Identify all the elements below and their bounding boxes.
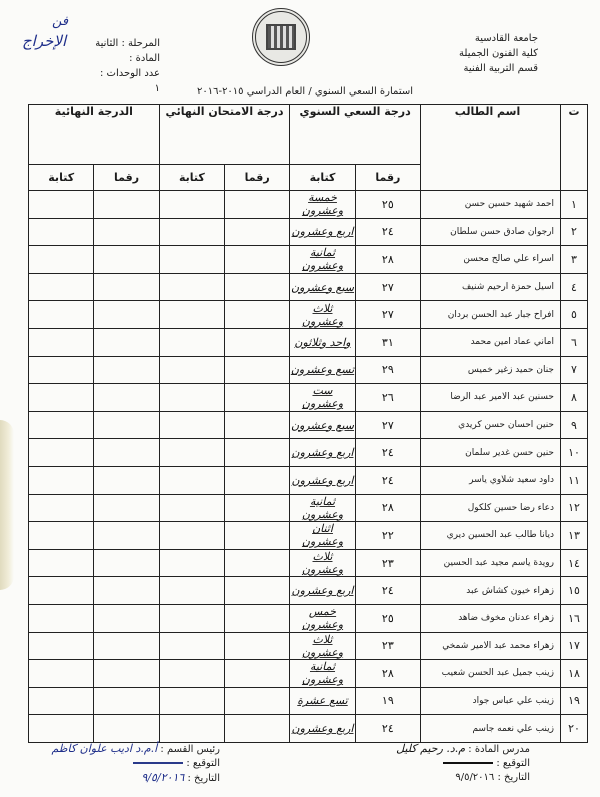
annual-digits: ٢٧ xyxy=(355,411,420,439)
row-num: ٩ xyxy=(561,411,588,439)
annual-words: تسع وعشرون xyxy=(290,356,355,384)
department-name: قسم التربية الفنية xyxy=(463,63,538,74)
exam-digits xyxy=(225,246,290,274)
final-digits xyxy=(94,411,159,439)
annual-digits: ٢٧ xyxy=(355,273,420,301)
units-value: ١ xyxy=(154,83,160,94)
student-name: ارجوان صادق حسن سلطان xyxy=(421,218,561,246)
paper-stain xyxy=(0,420,14,590)
table-row xyxy=(29,328,588,356)
university-name: جامعة القادسية xyxy=(474,33,538,44)
row-num: ١٠ xyxy=(561,439,588,467)
head-name: أ.م.د اديب علوان كاظم xyxy=(51,742,158,755)
final-words xyxy=(29,522,94,550)
table-row xyxy=(29,660,588,688)
student-name: جنان حميد زغير خميس xyxy=(421,356,561,384)
grades-body xyxy=(29,191,588,743)
final-words xyxy=(29,687,94,715)
final-digits xyxy=(94,632,159,660)
final-digits xyxy=(94,577,159,605)
annual-words: اربع وعشرون xyxy=(290,577,355,605)
exam-words xyxy=(159,218,224,246)
student-name: اماني عماد امين محمد xyxy=(421,328,561,356)
exam-digits xyxy=(225,494,290,522)
exam-digits xyxy=(225,660,290,688)
teacher-name: م.د. رحيم كليل xyxy=(396,742,466,755)
final-words xyxy=(29,411,94,439)
head-date-label: التاريخ : xyxy=(187,773,220,784)
annual-words: ثمانية وعشرون xyxy=(290,660,355,688)
row-num: ١٣ xyxy=(561,522,588,550)
final-words xyxy=(29,191,94,219)
annual-digits: ٢٩ xyxy=(355,356,420,384)
final-digits xyxy=(94,494,159,522)
form-title: استمارة السعي السنوي / العام الدراسي ٢٠١٥-٢٠١٦ xyxy=(196,86,414,97)
final-digits xyxy=(94,356,159,384)
final-words xyxy=(29,218,94,246)
row-num: ١١ xyxy=(561,466,588,494)
final-words xyxy=(29,549,94,577)
annual-words: خمس وعشرون xyxy=(290,604,355,632)
table-row xyxy=(29,549,588,577)
row-num: ٢ xyxy=(561,218,588,246)
annual-words: ثلاث وعشرون xyxy=(290,632,355,660)
exam-digits xyxy=(225,191,290,219)
final-words xyxy=(29,273,94,301)
teacher-label: مدرس المادة : xyxy=(468,744,530,755)
annual-words: اثنان وعشرون xyxy=(290,522,355,550)
row-num: ١٩ xyxy=(561,687,588,715)
exam-digits xyxy=(225,604,290,632)
student-name: داود سعيد شلاوي ياسر xyxy=(421,466,561,494)
final-digits xyxy=(94,466,159,494)
row-num: ٣ xyxy=(561,246,588,274)
annual-words: ثلاث وعشرون xyxy=(290,301,355,329)
row-num: ١٦ xyxy=(561,604,588,632)
student-name: حسنين عبد الامير عبد الرضا xyxy=(421,384,561,412)
table-row xyxy=(29,218,588,246)
student-name: حنين احسان حسن كريدي xyxy=(421,411,561,439)
final-words xyxy=(29,246,94,274)
annual-words: ثمانية وعشرون xyxy=(290,494,355,522)
table-row xyxy=(29,494,588,522)
exam-digits xyxy=(225,411,290,439)
exam-digits xyxy=(225,715,290,743)
final-words xyxy=(29,632,94,660)
stage-label: المرحلة : الثانية xyxy=(95,38,160,49)
head-signature-label: التوقيع : xyxy=(186,758,220,769)
exam-words xyxy=(159,577,224,605)
exam-digits xyxy=(225,218,290,246)
final-digits xyxy=(94,687,159,715)
final-words xyxy=(29,604,94,632)
grades-table xyxy=(28,104,588,743)
final-words xyxy=(29,439,94,467)
final-digits xyxy=(94,604,159,632)
head-label: رئيس القسم : xyxy=(160,744,220,755)
header-row-main xyxy=(29,105,588,165)
student-name: افراح جبار عبد الحسن بردان xyxy=(421,301,561,329)
handwritten-subject xyxy=(22,14,69,50)
final-words xyxy=(29,384,94,412)
final-digits-header: رقما xyxy=(94,165,159,191)
annual-words-header: كتابة xyxy=(290,165,355,191)
annual-words: ثلاث وعشرون xyxy=(290,549,355,577)
student-name: زينب علي نعمه جاسم xyxy=(421,715,561,743)
final-digits xyxy=(94,301,159,329)
teacher-signature-block xyxy=(396,742,530,785)
row-num: ١ xyxy=(561,191,588,219)
final-digits xyxy=(94,660,159,688)
student-name: زينب جميل عبد الحسن شعيب xyxy=(421,660,561,688)
table-row xyxy=(29,522,588,550)
annual-digits: ٢٨ xyxy=(355,660,420,688)
student-name: ديانا طالب عبد الحسين ديري xyxy=(421,522,561,550)
table-row xyxy=(29,466,588,494)
final-words xyxy=(29,577,94,605)
exam-digits xyxy=(225,439,290,467)
final-digits xyxy=(94,439,159,467)
annual-digits: ٢٤ xyxy=(355,466,420,494)
final-digits xyxy=(94,191,159,219)
logo-emblem-icon xyxy=(266,24,296,50)
final-digits xyxy=(94,218,159,246)
annual-words: تسع عشرة xyxy=(290,687,355,715)
exam-digits xyxy=(225,577,290,605)
exam-words xyxy=(159,439,224,467)
annual-digits: ٢٨ xyxy=(355,494,420,522)
exam-digits-header: رقما xyxy=(225,165,290,191)
col-header-num: ت xyxy=(561,105,588,191)
exam-digits xyxy=(225,273,290,301)
exam-digits xyxy=(225,328,290,356)
col-header-name: اسم الطالب xyxy=(421,105,561,191)
exam-digits xyxy=(225,301,290,329)
exam-words xyxy=(159,466,224,494)
exam-digits xyxy=(225,632,290,660)
exam-words xyxy=(159,715,224,743)
annual-digits: ٢٥ xyxy=(355,604,420,632)
table-row xyxy=(29,411,588,439)
table-row xyxy=(29,604,588,632)
table-row xyxy=(29,439,588,467)
final-digits xyxy=(94,384,159,412)
exam-words-header: كتابة xyxy=(159,165,224,191)
student-name: حنين حسن غدير سلمان xyxy=(421,439,561,467)
annual-words: اربع وعشرون xyxy=(290,715,355,743)
annual-words: اربع وعشرون xyxy=(290,466,355,494)
exam-words xyxy=(159,384,224,412)
final-words xyxy=(29,328,94,356)
annual-digits: ١٩ xyxy=(355,687,420,715)
final-words-header: كتابة xyxy=(29,165,94,191)
exam-words xyxy=(159,301,224,329)
annual-digits: ٢٧ xyxy=(355,301,420,329)
table-row xyxy=(29,356,588,384)
student-name: زينب علي عباس جواد xyxy=(421,687,561,715)
annual-digits: ٢٣ xyxy=(355,549,420,577)
table-row xyxy=(29,384,588,412)
row-num: ١٧ xyxy=(561,632,588,660)
annual-digits-header: رقما xyxy=(355,165,420,191)
student-name: احمد شهيد حسين حسن xyxy=(421,191,561,219)
exam-words xyxy=(159,411,224,439)
final-digits xyxy=(94,522,159,550)
exam-words xyxy=(159,522,224,550)
exam-digits xyxy=(225,356,290,384)
row-num: ٤ xyxy=(561,273,588,301)
course-info xyxy=(80,36,160,96)
annual-digits: ٢٤ xyxy=(355,577,420,605)
exam-digits xyxy=(225,522,290,550)
annual-words: اربع وعشرون xyxy=(290,218,355,246)
final-digits xyxy=(94,246,159,274)
annual-digits: ٢٦ xyxy=(355,384,420,412)
annual-words: اربع وعشرون xyxy=(290,439,355,467)
units-label: عدد الوحدات : xyxy=(99,68,160,79)
head-date: ٩/٥/٢٠١٦ xyxy=(141,771,185,784)
student-name: زهراء خيون كشاش عبد xyxy=(421,577,561,605)
final-digits xyxy=(94,328,159,356)
annual-words: خمسة وعشرون xyxy=(290,191,355,219)
exam-words xyxy=(159,273,224,301)
exam-digits xyxy=(225,384,290,412)
annual-digits: ٢٥ xyxy=(355,191,420,219)
row-num: ٥ xyxy=(561,301,588,329)
exam-words xyxy=(159,191,224,219)
university-logo-icon xyxy=(252,8,310,66)
exam-words xyxy=(159,660,224,688)
teacher-date-label: التاريخ : xyxy=(497,772,530,783)
row-num: ٦ xyxy=(561,328,588,356)
row-num: ١٤ xyxy=(561,549,588,577)
annual-digits: ٣١ xyxy=(355,328,420,356)
final-words xyxy=(29,356,94,384)
exam-words xyxy=(159,687,224,715)
final-digits xyxy=(94,549,159,577)
annual-words: واحد وثلاثون xyxy=(290,328,355,356)
annual-digits: ٢٤ xyxy=(355,715,420,743)
student-name: دعاء رضا حسين كلكول xyxy=(421,494,561,522)
exam-digits xyxy=(225,687,290,715)
table-row xyxy=(29,301,588,329)
final-words xyxy=(29,301,94,329)
head-signature xyxy=(133,762,183,764)
handwritten-subject-text: الإخراج xyxy=(22,32,67,50)
annual-words: ثمانية وعشرون xyxy=(290,246,355,274)
row-num: ٨ xyxy=(561,384,588,412)
student-name: اسراء علي صالح محسن xyxy=(421,246,561,274)
student-name: اسيل حمزة ارحيم شنيف xyxy=(421,273,561,301)
table-row xyxy=(29,632,588,660)
exam-words xyxy=(159,604,224,632)
annual-digits: ٢٨ xyxy=(355,246,420,274)
row-num: ٢٠ xyxy=(561,715,588,743)
institution-header xyxy=(459,31,538,76)
row-num: ١٨ xyxy=(561,660,588,688)
student-name: زهراء محمد عبد الامير شمخي xyxy=(421,632,561,660)
exam-words xyxy=(159,328,224,356)
exam-words xyxy=(159,356,224,384)
student-name: رويدة ياسم مجيد عبد الحسين xyxy=(421,549,561,577)
exam-digits xyxy=(225,466,290,494)
table-row xyxy=(29,715,588,743)
row-num: ١٥ xyxy=(561,577,588,605)
head-signature-block xyxy=(51,742,220,786)
table-row xyxy=(29,577,588,605)
annual-digits: ٢٤ xyxy=(355,218,420,246)
final-words xyxy=(29,494,94,522)
subject-label: المادة : xyxy=(129,53,160,64)
final-words xyxy=(29,715,94,743)
exam-words xyxy=(159,494,224,522)
annual-words: سبع وعشرون xyxy=(290,411,355,439)
exam-words xyxy=(159,549,224,577)
student-name: زهراء عدنان مخوف ضاهد xyxy=(421,604,561,632)
table-row xyxy=(29,687,588,715)
col-header-final-grade: الدرجة النهائية xyxy=(29,105,160,165)
handwritten-top: فن xyxy=(52,14,69,29)
annual-digits: ٢٢ xyxy=(355,522,420,550)
final-words xyxy=(29,660,94,688)
exam-words xyxy=(159,246,224,274)
table-row xyxy=(29,273,588,301)
college-name: كلية الفنون الجميلة xyxy=(459,48,538,59)
final-digits xyxy=(94,715,159,743)
row-num: ١٢ xyxy=(561,494,588,522)
annual-digits: ٢٤ xyxy=(355,439,420,467)
annual-words: ست وعشرون xyxy=(290,384,355,412)
final-digits xyxy=(94,273,159,301)
exam-words xyxy=(159,632,224,660)
row-num: ٧ xyxy=(561,356,588,384)
teacher-date: ٩/٥/٢٠١٦ xyxy=(455,772,495,783)
exam-digits xyxy=(225,549,290,577)
col-header-annual: درجة السعي السنوي xyxy=(290,105,421,165)
annual-words: سبع وعشرون xyxy=(290,273,355,301)
table-row xyxy=(29,246,588,274)
annual-digits: ٢٣ xyxy=(355,632,420,660)
col-header-final-exam: درجة الامتحان النهائي xyxy=(159,105,290,165)
teacher-signature xyxy=(443,762,493,764)
final-words xyxy=(29,466,94,494)
teacher-signature-label: التوقيع : xyxy=(496,758,530,769)
table-row xyxy=(29,191,588,219)
